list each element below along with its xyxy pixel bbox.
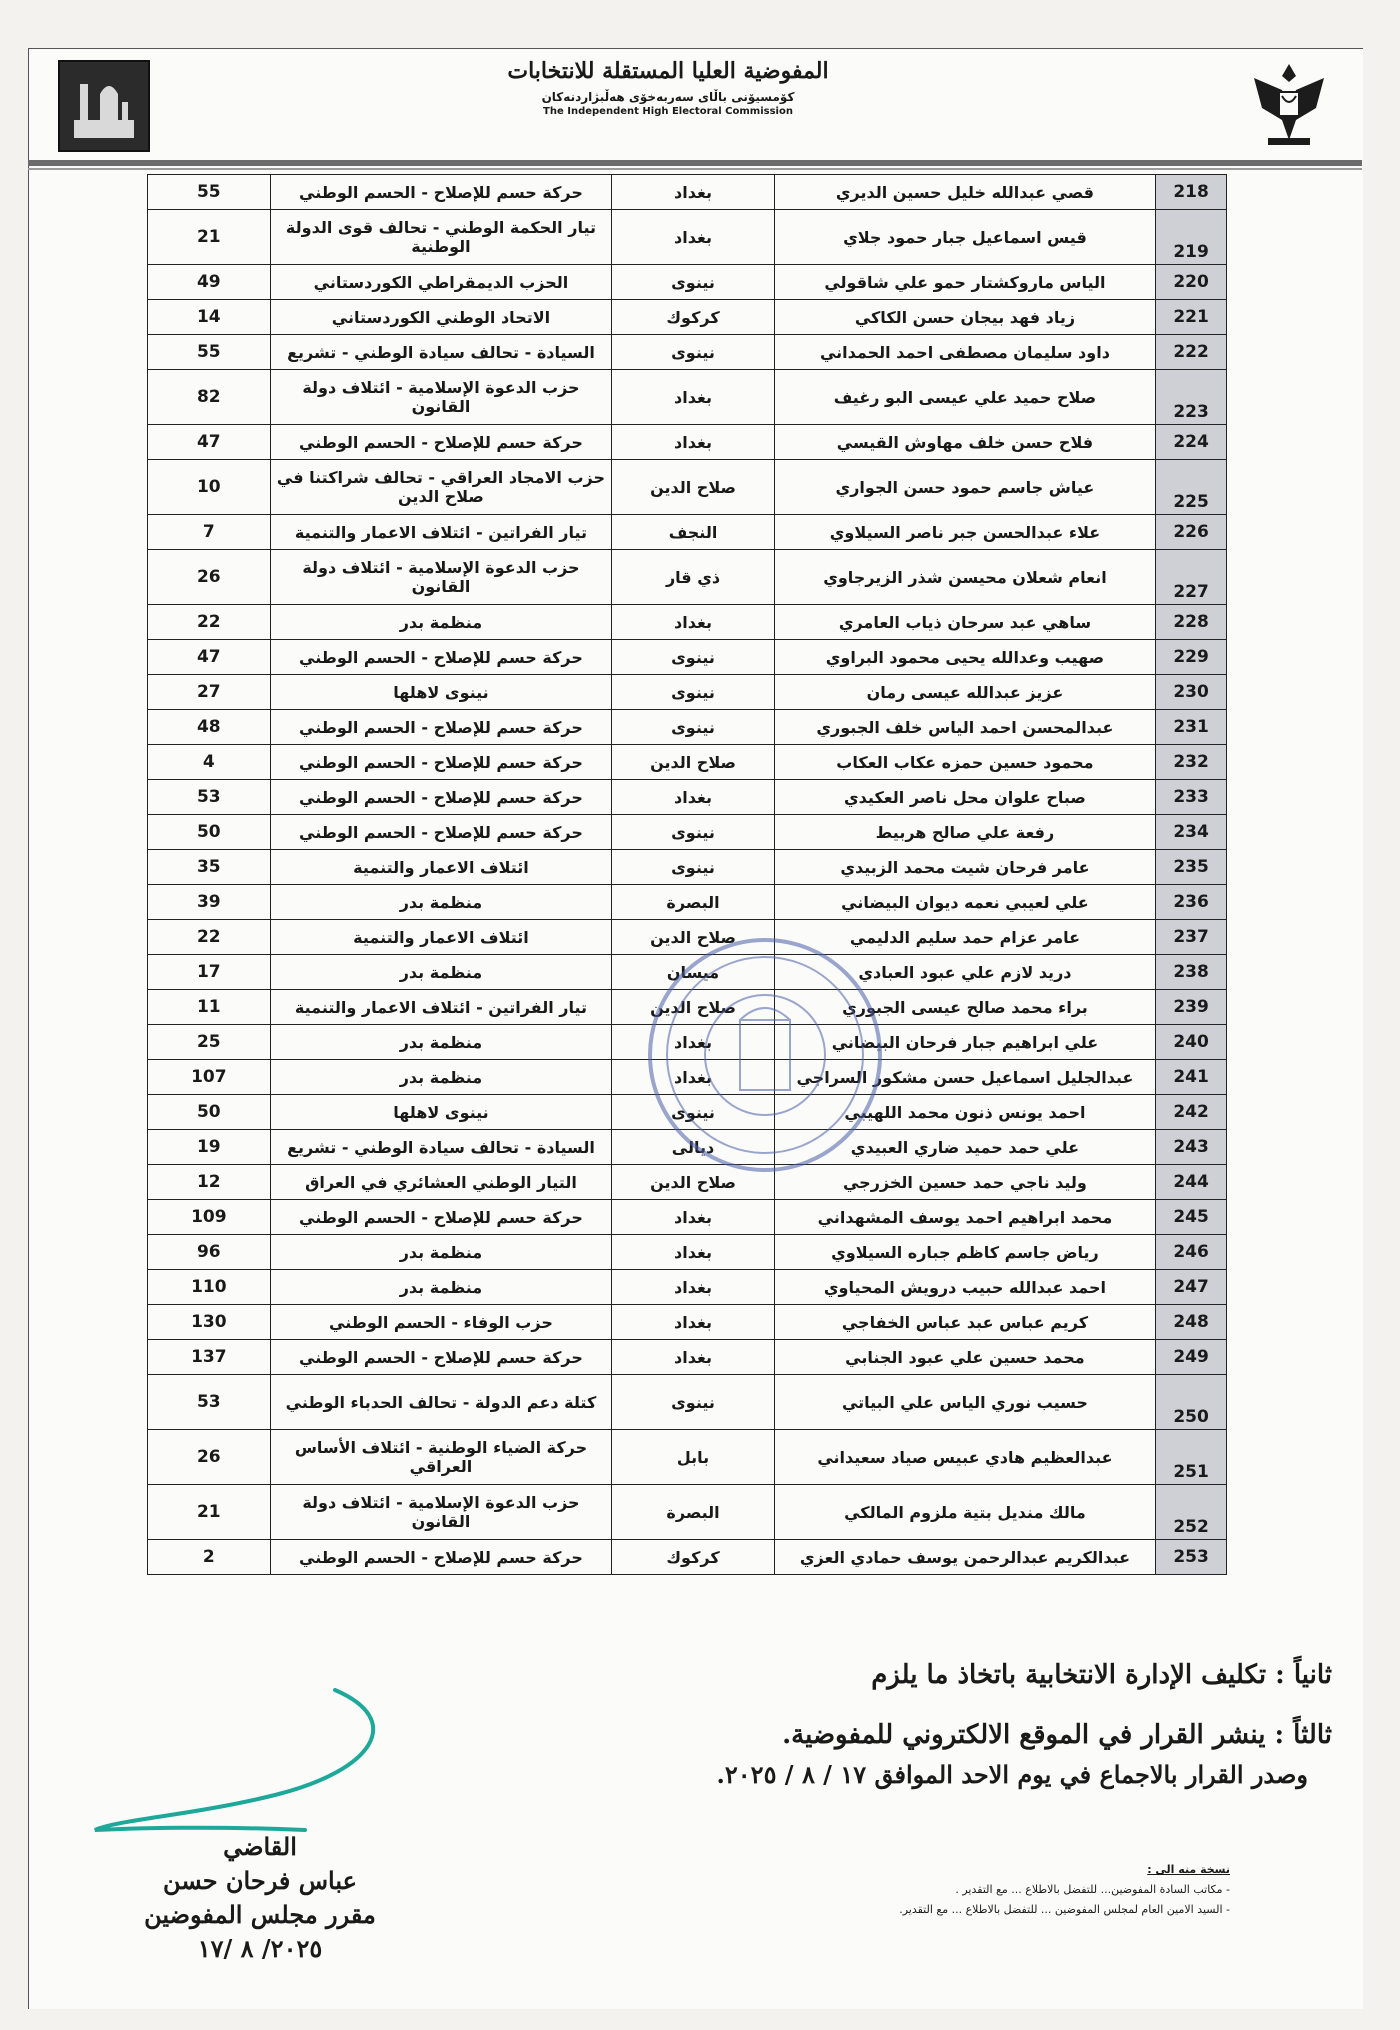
candidate-name: علاء عبدالحسن جبر ناصر السيلاوي — [774, 515, 1155, 550]
party-name: تيار الفراتين - ائتلاف الاعمار والتنمية — [270, 990, 612, 1025]
vote-count: 53 — [148, 1375, 271, 1430]
party-name: حركة حسم للإصلاح - الحسم الوطني — [270, 780, 612, 815]
copies-block — [760, 1860, 1230, 1920]
candidate-name: علي حمد حميد ضاري العبيدي — [774, 1130, 1155, 1165]
eagle-emblem-icon — [1244, 56, 1334, 151]
vote-count: 82 — [148, 370, 271, 425]
candidate-name: محمد حسين علي عبود الجنابي — [774, 1340, 1155, 1375]
candidate-name: عزيز عبدالله عيسى رمان — [774, 675, 1155, 710]
signatory-block — [120, 1830, 400, 1966]
vote-count: 47 — [148, 640, 271, 675]
party-name: نينوى لاهلها — [270, 675, 612, 710]
table-row — [148, 920, 1227, 955]
party-name: السيادة - تحالف سيادة الوطني - تشريع — [270, 1130, 612, 1165]
candidate-name: كريم عباس عبد عباس الخفاجي — [774, 1305, 1155, 1340]
governorate: نينوى — [612, 815, 774, 850]
header-rule-thick — [28, 160, 1362, 166]
governorate: صلاح الدين — [612, 1165, 774, 1200]
table-row — [148, 1025, 1227, 1060]
candidate-name: عبدالمحسن احمد الياس خلف الجبوري — [774, 710, 1155, 745]
party-name: حزب الدعوة الإسلامية - ائتلاف دولة القانون — [270, 550, 612, 605]
candidate-name: عياش جاسم حمود حسن الجواري — [774, 460, 1155, 515]
row-number: 252 — [1156, 1485, 1227, 1540]
governorate: نينوى — [612, 1375, 774, 1430]
candidate-name: مالك منديل بتية ملزوم المالكي — [774, 1485, 1155, 1540]
party-name: حركة حسم للإصلاح - الحسم الوطني — [270, 1340, 612, 1375]
party-name: تيار الفراتين - ائتلاف الاعمار والتنمية — [270, 515, 612, 550]
row-number: 237 — [1156, 920, 1227, 955]
vote-count: 25 — [148, 1025, 271, 1060]
vote-count: 49 — [148, 265, 271, 300]
vote-count: 26 — [148, 550, 271, 605]
candidate-name: محمود حسين حمزه عكاب العكاب — [774, 745, 1155, 780]
governorate: بغداد — [612, 370, 774, 425]
commission-name-arabic: المفوضية العليا المستقلة للانتخابات — [507, 58, 829, 84]
governorate: بغداد — [612, 425, 774, 460]
party-name: تيار الحكمة الوطني - تحالف قوى الدولة الوطنية — [270, 210, 612, 265]
candidate-name: براء محمد صالح عيسى الجبوري — [774, 990, 1155, 1025]
row-number: 233 — [1156, 780, 1227, 815]
vote-count: 2 — [148, 1540, 271, 1575]
candidate-name: وليد ناجي حمد حسين الخزرجي — [774, 1165, 1155, 1200]
vote-count: 17 — [148, 955, 271, 990]
party-name: منظمة بدر — [270, 605, 612, 640]
table-row — [148, 370, 1227, 425]
party-name: ائتلاف الاعمار والتنمية — [270, 850, 612, 885]
governorate: البصرة — [612, 885, 774, 920]
commission-name-kurdish: كۆمسیۆنی باڵای سەربەخۆی هەڵبژاردنەکان — [541, 90, 795, 104]
governorate: بغداد — [612, 1060, 774, 1095]
governorate: ميسان — [612, 955, 774, 990]
copies-line-2: - السيد الامين العام لمجلس المفوضين ... للتفضل بالاطلاع ... مع التقدير. — [899, 1903, 1230, 1916]
party-name: حركة حسم للإصلاح - الحسم الوطني — [270, 710, 612, 745]
candidate-name: عامر عزام حمد سليم الدليمي — [774, 920, 1155, 955]
table-row — [148, 1200, 1227, 1235]
vote-count: 110 — [148, 1270, 271, 1305]
governorate: صلاح الدين — [612, 920, 774, 955]
governorate: صلاح الدين — [612, 460, 774, 515]
party-name: حركة حسم للإصلاح - الحسم الوطني — [270, 1200, 612, 1235]
governorate: نينوى — [612, 850, 774, 885]
row-number: 243 — [1156, 1130, 1227, 1165]
letterhead — [28, 48, 1362, 163]
row-number: 224 — [1156, 425, 1227, 460]
vote-count: 7 — [148, 515, 271, 550]
vote-count: 11 — [148, 990, 271, 1025]
row-number: 239 — [1156, 990, 1227, 1025]
row-number: 235 — [1156, 850, 1227, 885]
table-row — [148, 1375, 1227, 1430]
governorate: بغداد — [612, 1305, 774, 1340]
row-number: 221 — [1156, 300, 1227, 335]
vote-count: 10 — [148, 460, 271, 515]
candidate-name: صهيب وعدالله يحيى محمود البراوي — [774, 640, 1155, 675]
vote-count: 35 — [148, 850, 271, 885]
vote-count: 50 — [148, 815, 271, 850]
table-row — [148, 550, 1227, 605]
vote-count: 39 — [148, 885, 271, 920]
signatory-role: مقرر مجلس المفوضين — [144, 1900, 376, 1929]
candidate-name: داود سليمان مصطفى احمد الحمداني — [774, 335, 1155, 370]
candidate-name: صلاح حميد علي عيسى البو رغيف — [774, 370, 1155, 425]
party-name: حركة حسم للإصلاح - الحسم الوطني — [270, 1540, 612, 1575]
governorate: نينوى — [612, 335, 774, 370]
table-row — [148, 885, 1227, 920]
row-number: 234 — [1156, 815, 1227, 850]
table-row — [148, 515, 1227, 550]
table-row — [148, 640, 1227, 675]
table-row — [148, 1270, 1227, 1305]
table-row — [148, 675, 1227, 710]
governorate: بغداد — [612, 1200, 774, 1235]
row-number: 220 — [1156, 265, 1227, 300]
vote-count: 50 — [148, 1095, 271, 1130]
vote-count: 55 — [148, 175, 271, 210]
candidate-name: محمد ابراهيم احمد يوسف المشهداني — [774, 1200, 1155, 1235]
table-row — [148, 1130, 1227, 1165]
row-number: 248 — [1156, 1305, 1227, 1340]
vote-count: 48 — [148, 710, 271, 745]
row-number: 249 — [1156, 1340, 1227, 1375]
candidate-name: عبدالجليل اسماعيل حسن مشكور السراجي — [774, 1060, 1155, 1095]
party-name: كتلة دعم الدولة - تحالف الحدباء الوطني — [270, 1375, 612, 1430]
governorate: صلاح الدين — [612, 745, 774, 780]
vote-count: 14 — [148, 300, 271, 335]
signature-date: ٢٠٢٥/ ٨ /١٧ — [197, 1934, 323, 1963]
vote-count: 47 — [148, 425, 271, 460]
governorate: بغداد — [612, 175, 774, 210]
governorate: البصرة — [612, 1485, 774, 1540]
party-name: السيادة - تحالف سيادة الوطني - تشريع — [270, 335, 612, 370]
clause-third: ثالثاً : ينشر القرار في الموقع الالكتروني للمفوضية. — [782, 1720, 1332, 1750]
row-number: 219 — [1156, 210, 1227, 265]
row-number: 223 — [1156, 370, 1227, 425]
governorate: كركوك — [612, 300, 774, 335]
candidate-name: قيس اسماعيل جبار حمود جلاي — [774, 210, 1155, 265]
governorate: بغداد — [612, 1235, 774, 1270]
candidate-name: رفعة علي صالح هربيط — [774, 815, 1155, 850]
row-number: 218 — [1156, 175, 1227, 210]
party-name: حزب الدعوة الإسلامية - ائتلاف دولة القانون — [270, 370, 612, 425]
copies-heading: نسخة منه الى : — [1147, 1863, 1230, 1876]
vote-count: 22 — [148, 920, 271, 955]
row-number: 240 — [1156, 1025, 1227, 1060]
governorate: ذي قار — [612, 550, 774, 605]
party-name: الاتحاد الوطني الكوردستاني — [270, 300, 612, 335]
table-row — [148, 815, 1227, 850]
vote-count: 53 — [148, 780, 271, 815]
party-name: منظمة بدر — [270, 1270, 612, 1305]
table-row — [148, 605, 1227, 640]
row-number: 241 — [1156, 1060, 1227, 1095]
party-name: منظمة بدر — [270, 885, 612, 920]
candidate-name: ساهي عبد سرحان ذياب العامري — [774, 605, 1155, 640]
party-name: حركة الضياء الوطنية - ائتلاف الأساس العراقي — [270, 1430, 612, 1485]
issued-statement: وصدر القرار بالاجماع في يوم الاحد الموافق ١٧ / ٨ / ٢٠٢٥. — [716, 1760, 1308, 1789]
governorate: بغداد — [612, 605, 774, 640]
party-name: منظمة بدر — [270, 1060, 612, 1095]
table-row — [148, 300, 1227, 335]
row-number: 222 — [1156, 335, 1227, 370]
vote-count: 96 — [148, 1235, 271, 1270]
governorate: ديالى — [612, 1130, 774, 1165]
row-number: 232 — [1156, 745, 1227, 780]
governorate: نينوى — [612, 640, 774, 675]
row-number: 247 — [1156, 1270, 1227, 1305]
candidate-name: حسيب نوري الياس علي البياتي — [774, 1375, 1155, 1430]
table-row — [148, 1540, 1227, 1575]
party-name: حركة حسم للإصلاح - الحسم الوطني — [270, 815, 612, 850]
candidate-name: احمد عبدالله حبيب درويش المحياوي — [774, 1270, 1155, 1305]
table-row — [148, 335, 1227, 370]
party-name: نينوى لاهلها — [270, 1095, 612, 1130]
vote-count: 27 — [148, 675, 271, 710]
candidate-name: الياس ماروكشتار حمو علي شاقولي — [774, 265, 1155, 300]
row-number: 225 — [1156, 460, 1227, 515]
vote-count: 55 — [148, 335, 271, 370]
governorate: بغداد — [612, 210, 774, 265]
table-row — [148, 955, 1227, 990]
vote-count: 4 — [148, 745, 271, 780]
vote-count: 22 — [148, 605, 271, 640]
table-row — [148, 1485, 1227, 1540]
commission-logo — [58, 60, 150, 152]
table-row — [148, 425, 1227, 460]
row-number: 227 — [1156, 550, 1227, 605]
vote-count: 109 — [148, 1200, 271, 1235]
vote-count: 107 — [148, 1060, 271, 1095]
row-number: 226 — [1156, 515, 1227, 550]
governorate: صلاح الدين — [612, 990, 774, 1025]
commission-name — [448, 58, 888, 117]
row-number: 230 — [1156, 675, 1227, 710]
candidate-name: علي ابراهيم جبار فرحان البيضاني — [774, 1025, 1155, 1060]
table-row — [148, 460, 1227, 515]
signatory-name: عباس فرحان حسن — [163, 1866, 357, 1895]
governorate: نينوى — [612, 675, 774, 710]
governorate: نينوى — [612, 1095, 774, 1130]
table-row — [148, 265, 1227, 300]
candidate-name: فلاح حسن خلف مهاوش القيسي — [774, 425, 1155, 460]
vote-count: 12 — [148, 1165, 271, 1200]
vote-count: 137 — [148, 1340, 271, 1375]
candidate-name: زياد فهد بيجان حسن الكاكي — [774, 300, 1155, 335]
candidate-name: علي لعيبي نعمه ديوان البيضاني — [774, 885, 1155, 920]
table-row — [148, 1235, 1227, 1270]
candidate-name: قصي عبدالله خليل حسين الديري — [774, 175, 1155, 210]
table-row — [148, 1430, 1227, 1485]
table-row — [148, 990, 1227, 1025]
signatory-title: القاضي — [223, 1832, 297, 1861]
table-row — [148, 1060, 1227, 1095]
candidate-name: رياض جاسم كاظم جباره السيلاوي — [774, 1235, 1155, 1270]
table-row — [148, 850, 1227, 885]
table-row — [148, 1095, 1227, 1130]
party-name: ائتلاف الاعمار والتنمية — [270, 920, 612, 955]
table-row — [148, 1305, 1227, 1340]
table-row — [148, 210, 1227, 265]
party-name: حزب الامجاد العراقي - تحالف شراكتنا في صلاح الدين — [270, 460, 612, 515]
candidate-name: عامر فرحان شيت محمد الزبيدي — [774, 850, 1155, 885]
party-name: الحزب الديمقراطي الكوردستاني — [270, 265, 612, 300]
candidate-name: احمد يونس ذنون محمد اللهيبي — [774, 1095, 1155, 1130]
table-row — [148, 1340, 1227, 1375]
governorate: بغداد — [612, 1025, 774, 1060]
row-number: 250 — [1156, 1375, 1227, 1430]
party-name: منظمة بدر — [270, 1235, 612, 1270]
governorate: نينوى — [612, 265, 774, 300]
party-name: حزب الدعوة الإسلامية - ائتلاف دولة القانون — [270, 1485, 612, 1540]
candidate-name: صباح علوان محل ناصر العكيدي — [774, 780, 1155, 815]
governorate: كركوك — [612, 1540, 774, 1575]
vote-count: 19 — [148, 1130, 271, 1165]
row-number: 231 — [1156, 710, 1227, 745]
row-number: 244 — [1156, 1165, 1227, 1200]
row-number: 238 — [1156, 955, 1227, 990]
governorate: بغداد — [612, 1270, 774, 1305]
vote-count: 21 — [148, 1485, 271, 1540]
governorate: بابل — [612, 1430, 774, 1485]
copies-line-1: - مكاتب السادة المفوضين... للتفضل بالاطلاع ... مع التقدير . — [955, 1883, 1230, 1896]
party-name: حركة حسم للإصلاح - الحسم الوطني — [270, 745, 612, 780]
governorate: نينوى — [612, 710, 774, 745]
clause-second: ثانياً : تكليف الإدارة الانتخابية باتخاذ ما يلزم — [871, 1660, 1332, 1690]
party-name: حركة حسم للإصلاح - الحسم الوطني — [270, 425, 612, 460]
vote-count: 21 — [148, 210, 271, 265]
header-rule-thin — [28, 168, 1362, 170]
table-row — [148, 745, 1227, 780]
vote-count: 130 — [148, 1305, 271, 1340]
table-row — [148, 175, 1227, 210]
row-number: 242 — [1156, 1095, 1227, 1130]
party-name: حركة حسم للإصلاح - الحسم الوطني — [270, 175, 612, 210]
row-number: 228 — [1156, 605, 1227, 640]
governorate: بغداد — [612, 780, 774, 815]
commission-name-english: The Independent High Electoral Commission — [543, 106, 793, 117]
table-row — [148, 710, 1227, 745]
candidate-name: عبدالعظيم هادي عبيس صياد سعيداني — [774, 1430, 1155, 1485]
governorate: النجف — [612, 515, 774, 550]
row-number: 246 — [1156, 1235, 1227, 1270]
vote-count: 26 — [148, 1430, 271, 1485]
candidate-name: دريد لازم علي عبود العبادي — [774, 955, 1155, 990]
governorate: بغداد — [612, 1340, 774, 1375]
results-table — [147, 174, 1227, 1575]
party-name: منظمة بدر — [270, 955, 612, 990]
row-number: 251 — [1156, 1430, 1227, 1485]
party-name: التيار الوطني العشائري في العراق — [270, 1165, 612, 1200]
party-name: حركة حسم للإصلاح - الحسم الوطني — [270, 640, 612, 675]
table-row — [148, 1165, 1227, 1200]
candidate-name: انعام شعلان محيسن شذر الزيرجاوي — [774, 550, 1155, 605]
party-name: حزب الوفاء - الحسم الوطني — [270, 1305, 612, 1340]
row-number: 229 — [1156, 640, 1227, 675]
party-name: منظمة بدر — [270, 1025, 612, 1060]
row-number: 236 — [1156, 885, 1227, 920]
candidate-name: عبدالكريم عبدالرحمن يوسف حمادي العزي — [774, 1540, 1155, 1575]
table-row — [148, 780, 1227, 815]
row-number: 253 — [1156, 1540, 1227, 1575]
row-number: 245 — [1156, 1200, 1227, 1235]
